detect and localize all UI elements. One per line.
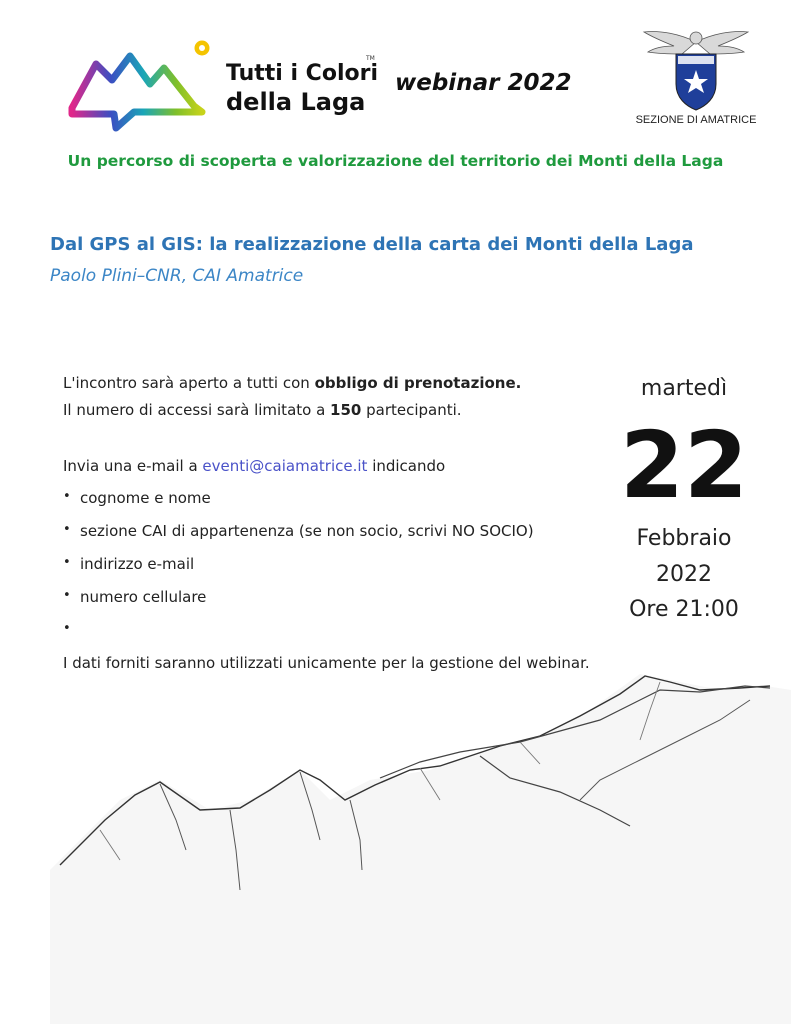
trademark-mark: TM: [366, 55, 375, 62]
list-item: • indirizzo e-mail: [63, 555, 534, 588]
email-instructions-text: Invia una e-mail a: [63, 457, 203, 475]
talk-author: Paolo Plini–CNR, CAI Amatrice: [50, 266, 304, 286]
registration-note-text: L'incontro sarà aperto a tutti con: [63, 374, 315, 392]
list-item: • numero cellulare: [63, 588, 534, 621]
capacity-note-suffix: partecipanti.: [361, 401, 462, 419]
event-day: 22: [619, 412, 749, 519]
capacity-note-text: Il numero di accessi sarà limitato a: [63, 401, 331, 419]
logo-wordmark: [226, 60, 378, 116]
tutti-i-colori-logo-icon: [64, 36, 214, 132]
logo-line-2: della Laga: [226, 88, 366, 116]
cai-eagle-emblem-icon: [640, 24, 752, 114]
event-weekday: martedì: [640, 376, 728, 401]
capacity-note: [63, 401, 462, 419]
tagline: Un percorso di scoperta e valorizzazione del territorio dei Monti della Laga: [67, 152, 724, 170]
cai-section-label: SEZIONE DI AMATRICE: [635, 114, 757, 126]
required-fields-list: [63, 489, 534, 654]
talk-title: Dal GPS al GIS: la realizzazione della carta dei Monti della Laga: [50, 234, 694, 255]
event-year: 2022: [656, 562, 712, 587]
list-item: • sezione CAI di appartenenza (se non socio, scrivi NO SOCIO): [63, 522, 534, 555]
registration-note: [63, 374, 521, 392]
list-item: [63, 621, 534, 654]
logo-line-1: Tutti i Colori: [226, 61, 378, 86]
event-time: Ore 21:00: [629, 597, 739, 622]
capacity-count: 150: [330, 401, 362, 419]
mountain-sketch-illustration: [0, 660, 791, 1024]
registration-required: obbligo di prenotazione.: [314, 374, 522, 392]
list-item: • cognome e nome: [63, 489, 534, 522]
webinar-label: webinar 2022: [395, 70, 572, 96]
email-instructions: [63, 457, 445, 475]
privacy-note: I dati forniti saranno utilizzati unicamente per la gestione del webinar.: [63, 654, 590, 672]
email-instructions-suffix: indicando: [367, 457, 446, 475]
event-month: Febbraio: [636, 526, 732, 551]
email-link[interactable]: eventi@caiamatrice.it: [202, 457, 368, 475]
